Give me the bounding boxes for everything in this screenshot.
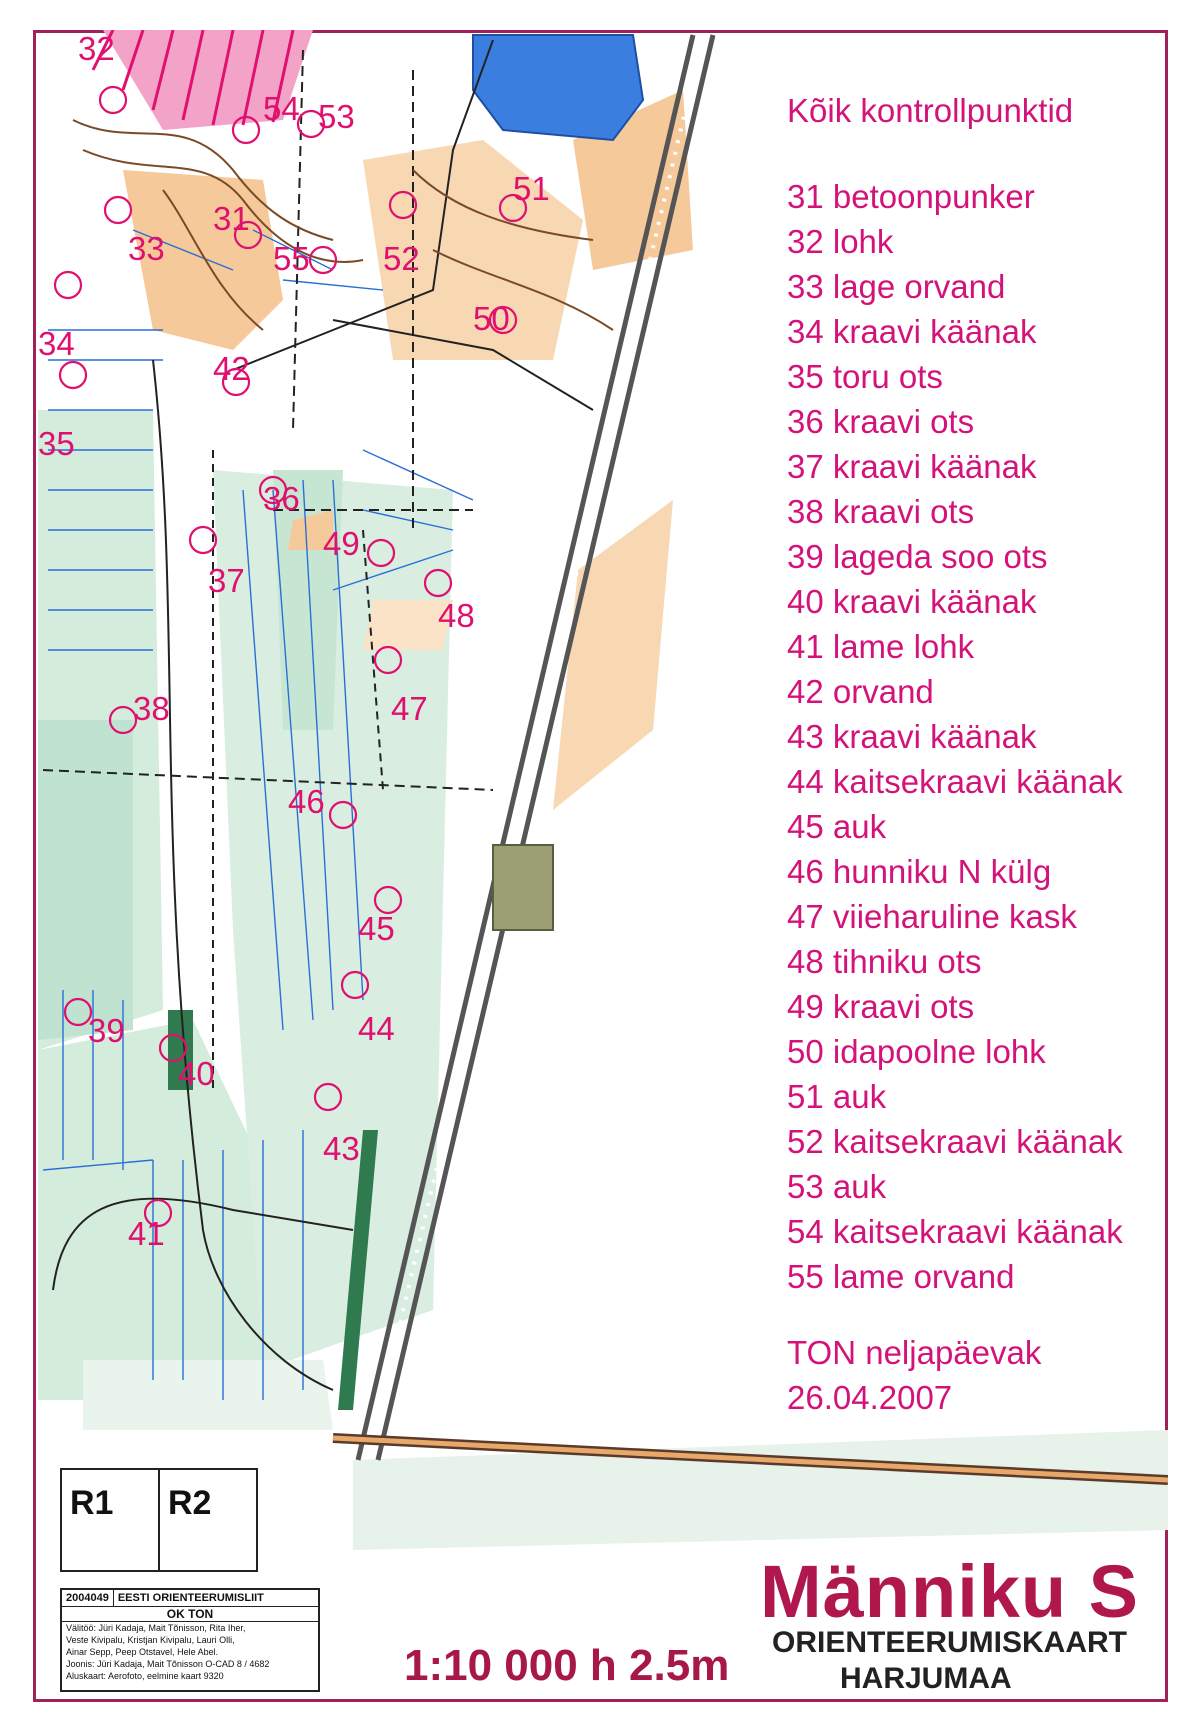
map-subtitle: ORIENTEERUMISKAART <box>772 1626 1128 1659</box>
legend-item: 55 lame orvand <box>787 1258 1015 1295</box>
legend-item: 35 toru ots <box>787 358 943 395</box>
control-label-42: 42 <box>213 350 250 387</box>
control-label-33: 33 <box>128 230 165 267</box>
club-name: OK TON <box>62 1607 318 1622</box>
control-label-54: 54 <box>263 90 300 127</box>
control-circle-35 <box>60 362 86 388</box>
legend-title: Kõik kontrollpunktid <box>787 92 1074 129</box>
legend-item: 46 hunniku N külg <box>787 853 1052 890</box>
surveyors-3: Ainar Sepp, Peep Otstavel, Hele Abel. <box>66 1647 219 1657</box>
legend-item: 53 auk <box>787 1168 887 1205</box>
legend-item: 41 lame lohk <box>787 628 975 665</box>
legend-item: 38 kraavi ots <box>787 493 975 530</box>
map-credits <box>60 1588 320 1692</box>
map-region: HARJUMAA <box>840 1662 1012 1695</box>
control-label-36: 36 <box>263 480 300 517</box>
control-label-34: 34 <box>38 325 75 362</box>
control-label-52: 52 <box>383 240 420 277</box>
legend-item: 39 lageda soo ots <box>787 538 1048 575</box>
control-label-46: 46 <box>288 783 325 820</box>
control-legend <box>787 88 1123 1420</box>
legend-item: 42 orvand <box>787 673 934 710</box>
map-number: 2004049 <box>62 1590 114 1606</box>
basemap-credit: Aluskaart: Aerofoto, eelmine kaart 9320 <box>66 1671 224 1681</box>
relay-r2: R2 <box>168 1484 212 1522</box>
relay-box <box>60 1468 258 1572</box>
map-title: Männiku S <box>760 1550 1140 1633</box>
control-label-47: 47 <box>391 690 428 727</box>
drawing-credit: Joonis: Jüri Kadaja, Mait Tõnisson O-CAD 8 / 4682 <box>66 1659 270 1669</box>
control-label-38: 38 <box>133 690 170 727</box>
surveyors-2: Veste Kivipalu, Kristjan Kivipalu, Lauri Olli, <box>66 1635 235 1645</box>
control-label-51: 51 <box>513 170 550 207</box>
building-area <box>493 845 553 930</box>
control-label-39: 39 <box>88 1012 125 1049</box>
legend-item: 49 kraavi ots <box>787 988 975 1025</box>
control-label-32: 32 <box>78 30 115 67</box>
legend-item: 36 kraavi ots <box>787 403 975 440</box>
control-label-43: 43 <box>323 1130 360 1167</box>
federation: EESTI ORIENTEERUMISLIIT <box>117 1592 264 1604</box>
map-scale: 1:10 000 h 2.5m <box>404 1641 730 1690</box>
legend-item: 44 kaitsekraavi käänak <box>787 763 1123 800</box>
legend-item: 50 idapoolne lohk <box>787 1033 1046 1070</box>
lake <box>473 35 643 140</box>
event-date: 26.04.2007 <box>787 1379 953 1416</box>
legend-item: 47 viieharuline kask <box>787 898 1077 935</box>
control-circle-34 <box>55 272 81 298</box>
legend-item: 43 kraavi käänak <box>787 718 1037 755</box>
control-label-40: 40 <box>178 1055 215 1092</box>
control-circle-32 <box>100 87 126 113</box>
legend-item: 32 lohk <box>787 223 894 260</box>
control-circle-33 <box>105 197 131 223</box>
control-label-55: 55 <box>273 240 310 277</box>
legend-item: 37 kraavi käänak <box>787 448 1037 485</box>
control-label-35: 35 <box>38 425 75 462</box>
legend-item: 54 kaitsekraavi käänak <box>787 1213 1123 1250</box>
legend-item: 34 kraavi käänak <box>787 313 1037 350</box>
control-label-48: 48 <box>438 597 475 634</box>
control-label-44: 44 <box>358 1010 395 1047</box>
legend-item: 48 tihniku ots <box>787 943 982 980</box>
control-label-31: 31 <box>213 200 250 237</box>
legend-item: 33 lage orvand <box>787 268 1006 305</box>
legend-item: 45 auk <box>787 808 887 845</box>
control-label-41: 41 <box>128 1215 165 1252</box>
control-label-50: 50 <box>473 300 510 337</box>
surveyors-1: Välitöö: Jüri Kadaja, Mait Tõnisson, Rita Iher, <box>66 1623 246 1633</box>
control-label-37: 37 <box>208 562 245 599</box>
control-label-53: 53 <box>318 98 355 135</box>
relay-r1: R1 <box>62 1470 160 1570</box>
legend-item: 51 auk <box>787 1078 887 1115</box>
event-name: TON neljapäevak <box>787 1334 1042 1371</box>
control-label-49: 49 <box>323 525 360 562</box>
control-label-45: 45 <box>358 910 395 947</box>
legend-item: 52 kaitsekraavi käänak <box>787 1123 1123 1160</box>
legend-item: 40 kraavi käänak <box>787 583 1037 620</box>
legend-item: 31 betoonpunker <box>787 178 1035 215</box>
